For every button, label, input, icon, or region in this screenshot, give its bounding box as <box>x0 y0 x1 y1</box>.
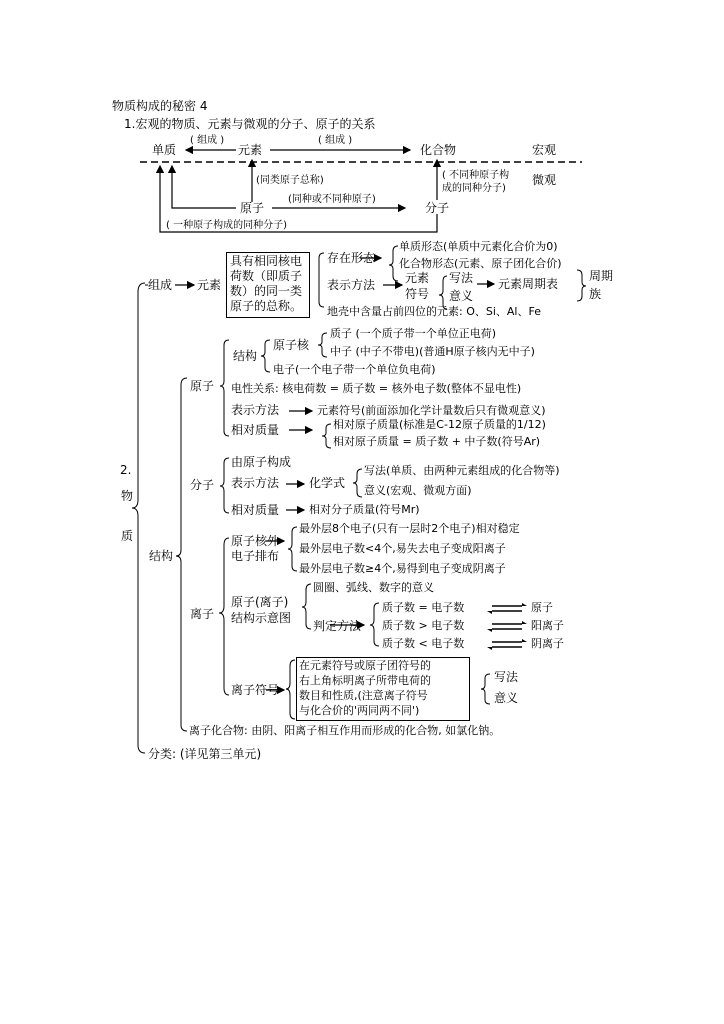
hx-yiyi-label: 意义(宏观、微观方面) <box>364 484 472 497</box>
dike-note: 地壳中含量占前四位的元素: O、Si、Al、Fe <box>327 305 541 318</box>
def-line-1: 具有相同核电 <box>230 254 303 268</box>
fenzi-label: 分子 <box>425 201 450 215</box>
yuansu-fuhao-1: 元素 <box>405 271 430 285</box>
yuansu-label: 元素 <box>238 143 263 157</box>
yuansu-definition-box <box>226 252 310 318</box>
yz-biaoshi-label: 表示方法 <box>231 403 280 417</box>
cunzai-label: 存在形态 <box>327 251 376 265</box>
lzhhw-label: 离子化合物: 由阴、阳离子相互作用而形成的化合物, 如氯化钠。 <box>189 724 501 737</box>
lz-yiyi-label: 意义 <box>494 691 519 705</box>
dianxing-label: 电性关系: 核电荷数 = 质子数 = 核外电子数(整体不显电性) <box>231 382 522 395</box>
yuanzi-node: 原子 <box>190 379 215 393</box>
def-line-4: 原子的总称。 <box>230 299 303 313</box>
dianzi-label: 电子(一个电子带一个单位负电荷) <box>273 363 436 376</box>
panding-label: 判定方法 <box>313 619 362 633</box>
yz-xd2-label: 相对原子质量 = 质子数 + 中子数(符号Ar) <box>333 435 541 448</box>
section-heading: 1.宏观的物质、元素与微观的分子、原子的关系 <box>124 117 376 131</box>
zucheng-right-label: ( 组成 ) <box>318 135 353 146</box>
pailie-rule-1: 最外层8个电子(只有一层时2个电子)相对稳定 <box>299 522 520 535</box>
pd1-right: 原子 <box>531 601 553 614</box>
pailie-1: 原子核外 <box>231 534 280 548</box>
form-huahewu: 化合物形态(元素、原子团化合价) <box>399 257 562 270</box>
danzhi-label: 单质 <box>152 143 177 157</box>
yuanzi-label: 原子 <box>240 201 265 215</box>
yz-xiangdui-label: 相对质量 <box>231 423 280 437</box>
pailie-2: 电子排布 <box>231 549 280 563</box>
tree-wu: 物 <box>121 489 134 503</box>
one-kind-note: ( 一种原子构成的同种分子) <box>166 220 287 231</box>
fenlei-branch: 分类: (详见第三单元) <box>148 747 262 761</box>
lzfuhao-label: 离子符号 <box>231 683 280 697</box>
huahewu-label: 化合物 <box>420 143 457 157</box>
lzf-line-3: 数目和性质,(注意离子符号 <box>299 689 428 702</box>
biaoshi-label: 表示方法 <box>327 278 376 292</box>
fenzi-node: 分子 <box>190 478 215 492</box>
yz-fuhao-label: 元素符号(前面添加化学计量数后只有微观意义) <box>317 404 546 417</box>
page-title: 物质构成的秘密 4 <box>112 99 208 113</box>
yuansu-fuhao-2: 符号 <box>405 287 430 301</box>
zhouqibiao-label: 元素周期表 <box>498 277 559 291</box>
fz-gou-label: 由原子构成 <box>231 455 292 469</box>
yuansu-node: 元素 <box>197 278 222 292</box>
tree-number: 2. <box>120 463 132 477</box>
tree-zhi: 质 <box>121 529 134 543</box>
yuanzihe-label: 原子核 <box>273 338 310 352</box>
yz-xd1-label: 相对原子质量(标准是C-12原子质量的1/12) <box>333 418 546 431</box>
zucheng-branch: 组成 <box>148 278 173 292</box>
diff-atoms-note-1: ( 不同种原子构 <box>442 170 510 181</box>
zhizi-label: 质子 (一个质子带一个单位正电荷) <box>330 327 497 340</box>
same-or-diff-note: (同种或不同种原子) <box>288 194 376 205</box>
fz-biaoshi-label: 表示方法 <box>231 476 280 490</box>
lzf-line-4: 与化合价的'两同两不同') <box>299 704 420 717</box>
zhongzi-label: 中子 (中子不带电)(普通H原子核内无中子) <box>330 345 535 358</box>
pd3-right: 阴离子 <box>531 637 564 650</box>
pd1-left: 质子数 = 电子数 <box>382 601 465 614</box>
weiguan-label: 微观 <box>532 173 557 187</box>
lzf-line-2: 右上角标明离子所带电荷的 <box>299 674 431 687</box>
xiefa-label: 写法 <box>449 271 474 285</box>
pd2-right: 阳离子 <box>531 619 564 632</box>
hx-xiefa-label: 写法(单质、由两种元素组成的化合物等) <box>364 464 560 477</box>
fz-xd-label: 相对分子质量(符号Mr) <box>309 503 420 516</box>
lzfuhao-note-box <box>296 657 470 721</box>
form-danzhi: 单质形态(单质中元素化合价为0) <box>399 240 558 253</box>
lzf-line-1: 在元素符号或原子团符号的 <box>299 659 431 672</box>
zu-label: 族 <box>589 287 602 301</box>
fz-xiangdui-label: 相对质量 <box>231 503 280 517</box>
shiyi-2: 结构示意图 <box>231 611 292 625</box>
lz-xiefa-label: 写法 <box>494 670 519 684</box>
def-line-3: 数）的同一类 <box>230 284 303 298</box>
yuanquan-label: 圆圈、弧线、数字的意义 <box>313 581 434 594</box>
jiegou-branch: 结构 <box>149 549 174 563</box>
def-line-2: 荷数（即质子 <box>230 269 303 283</box>
zucheng-left-label: ( 组成 ) <box>190 135 225 146</box>
huaxueshi-label: 化学式 <box>309 476 346 490</box>
zhouqi-label: 周期 <box>589 269 614 283</box>
yuanzi-jiegou-label: 结构 <box>233 349 258 363</box>
pd3-left: 质子数 < 电子数 <box>382 637 465 650</box>
yiyi-label: 意义 <box>449 289 474 303</box>
pailie-rule-3: 最外层电子数≥4个,易得到电子变成阴离子 <box>299 562 506 575</box>
same-kind-note: (同类原子总称) <box>256 175 324 186</box>
hongguan-label: 宏观 <box>532 143 557 157</box>
pd2-left: 质子数 > 电子数 <box>382 619 465 632</box>
pailie-rule-2: 最外层电子数<4个,易失去电子变成阳离子 <box>299 542 506 555</box>
diff-atoms-note-2: 成的同种分子) <box>442 183 506 194</box>
shiyi-1: 原子(离子) <box>231 595 289 609</box>
lizi-node: 离子 <box>190 607 215 621</box>
